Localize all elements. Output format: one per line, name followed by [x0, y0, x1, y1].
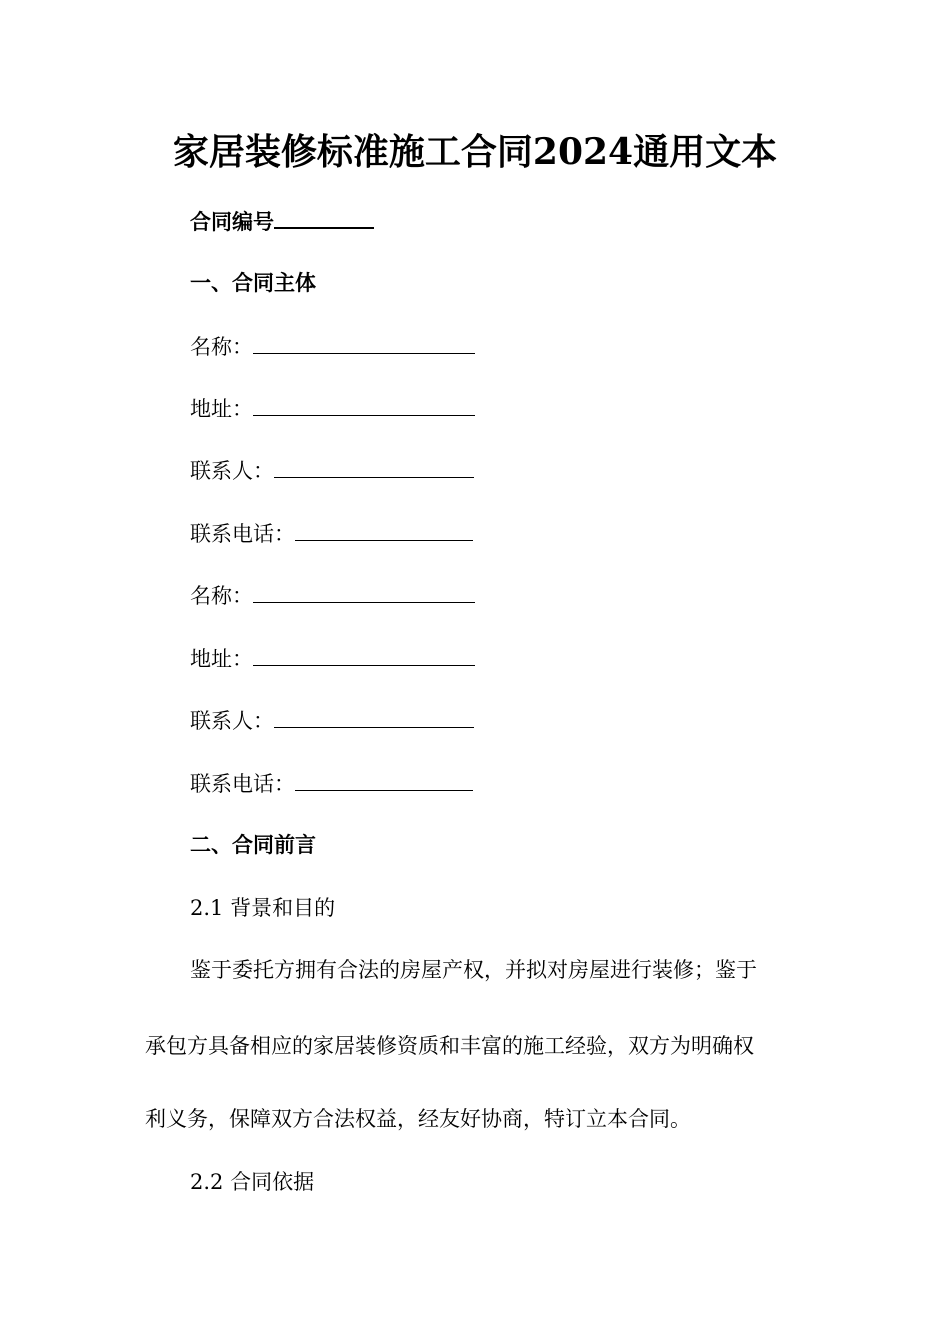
party-a-name-blank[interactable]: [253, 331, 475, 354]
paragraph-2-1-line3: 利义务，保障双方合法权益，经友好协商，特订立本合同。: [145, 1107, 691, 1131]
section2-heading: 二、合同前言: [190, 832, 316, 857]
party-b-contact-label: 联系人：: [190, 709, 274, 733]
party-a-address-line: [190, 393, 475, 424]
party-b-name-blank[interactable]: [253, 580, 475, 603]
party-b-name-label: 名称：: [190, 584, 253, 608]
party-a-address-label: 地址：: [190, 397, 253, 421]
party-b-contact-blank[interactable]: [274, 705, 474, 728]
party-a-phone-label: 联系电话：: [190, 522, 295, 546]
party-b-address-label: 地址：: [190, 647, 253, 671]
party-b-address-line: [190, 643, 475, 674]
party-b-contact-line: [190, 705, 474, 736]
party-a-contact-blank[interactable]: [274, 455, 474, 478]
contract-number-line: [190, 205, 374, 237]
party-b-phone-label: 联系电话：: [190, 772, 295, 796]
party-a-name-label: 名称：: [190, 335, 253, 359]
party-b-phone-blank[interactable]: [295, 768, 473, 791]
document-title: 家居装修标准施工合同2024通用文本: [172, 131, 778, 173]
party-a-contact-line: [190, 455, 474, 486]
contract-number-blank[interactable]: [274, 205, 374, 229]
party-a-phone-blank[interactable]: [295, 518, 473, 541]
party-a-name-line: [190, 331, 475, 362]
party-b-name-line: [190, 580, 475, 611]
paragraph-2-1-line2: 承包方具备相应的家居装修资质和丰富的施工经验，双方为明确权: [145, 1034, 754, 1058]
party-b-phone-line: [190, 768, 473, 799]
party-b-address-blank[interactable]: [253, 643, 475, 666]
paragraph-2-1-line1: 鉴于委托方拥有合法的房屋产权，并拟对房屋进行装修；鉴于: [190, 958, 757, 982]
party-a-phone-line: [190, 518, 473, 549]
subsection-2-1-heading: 2.1 背景和目的: [190, 896, 336, 920]
contract-number-label: 合同编号: [190, 209, 274, 234]
party-a-address-blank[interactable]: [253, 393, 475, 416]
section1-heading: 一、合同主体: [190, 270, 316, 295]
subsection-2-2-heading: 2.2 合同依据: [190, 1170, 315, 1194]
party-a-contact-label: 联系人：: [190, 459, 274, 483]
